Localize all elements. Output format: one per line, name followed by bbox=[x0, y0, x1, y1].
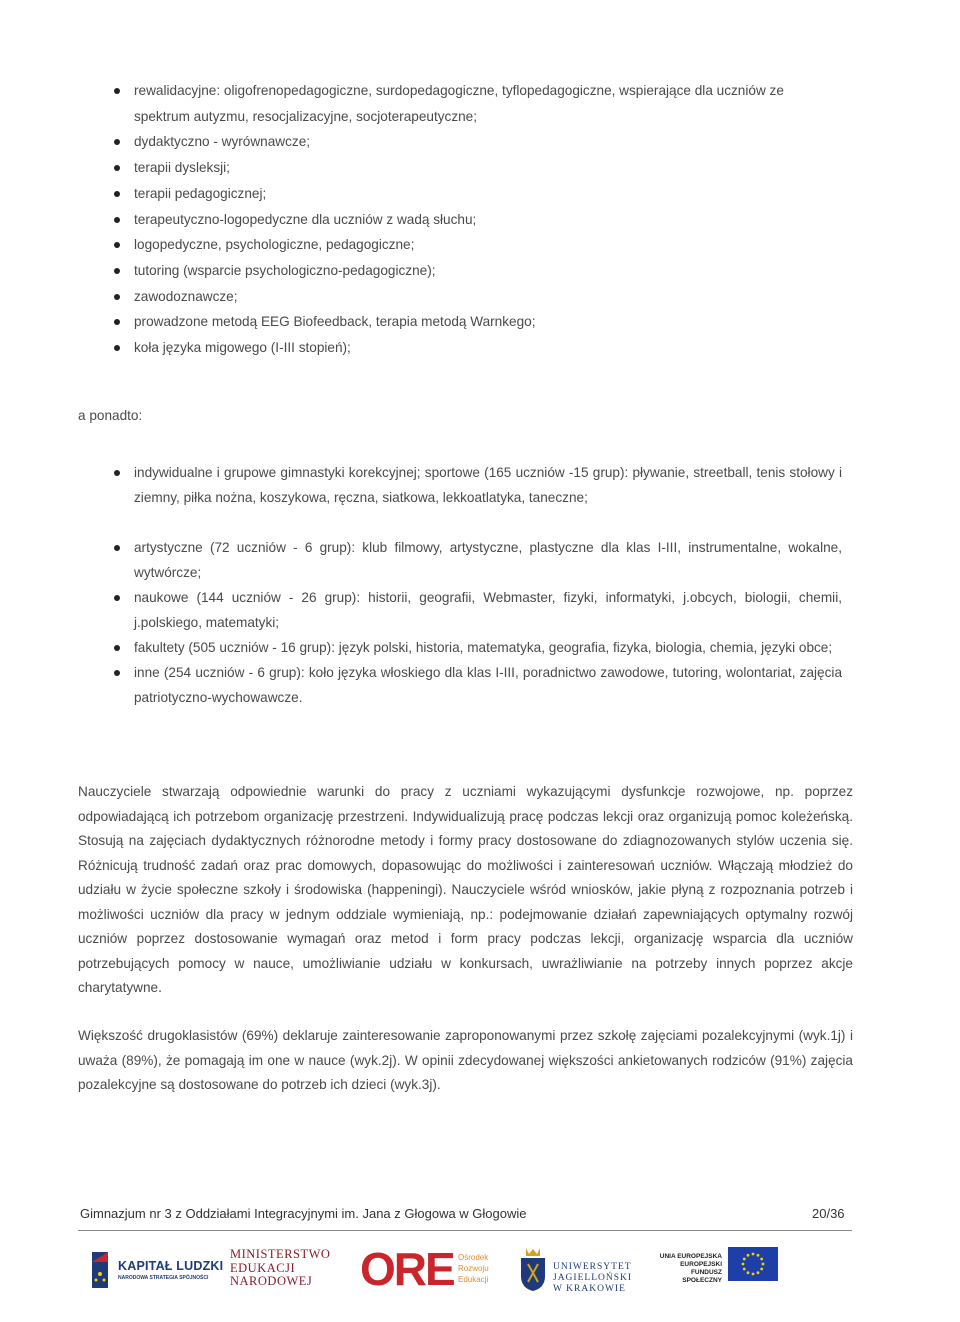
kapital-ludzki-subtitle: NARODOWA STRATEGIA SPÓJNOŚCI bbox=[118, 1275, 209, 1281]
list-item: indywidualne i grupowe gimnastyki korekcyjnej; sportowe (165 uczniów -15 grup): pływanie, streetball, tenis stołowy i ziemny, piłka nożna, koszykowa, ręczna, siatkowa, lekkoatlatyka, taneczne; bbox=[0, 460, 960, 510]
uj-line: UNIWERSYTET bbox=[553, 1262, 632, 1272]
kapital-ludzki-logo: KAPITAŁ LUDZKI bbox=[118, 1259, 224, 1273]
uj-line: W KRAKOWIE bbox=[553, 1284, 626, 1294]
ministerstwo-line: NARODOWEJ bbox=[230, 1274, 313, 1288]
ue-line: FUNDUSZ SPOŁECZNY bbox=[682, 1269, 722, 1284]
list-item: logopedyczne, psychologiczne, pedagogiczne; bbox=[0, 232, 960, 258]
footer-divider bbox=[78, 1230, 852, 1231]
list-item: naukowe (144 uczniów - 26 grup): historii, geografii, Webmaster, fizyki, informatyki, j.obcych, biologii, chemii, j.polskiego, matematyki; bbox=[0, 585, 960, 635]
list-item: terapeutyczno-logopedyczne dla uczniów z wadą słuchu; bbox=[0, 207, 960, 233]
sponsor-logos bbox=[0, 1240, 960, 1310]
ministerstwo-line: EDUKACJI bbox=[230, 1260, 296, 1275]
list-item: terapii dysleksji; bbox=[0, 155, 960, 181]
paragraph-teachers: Nauczyciele stwarzają odpowiednie warunki do pracy z uczniami wykazującymi dysfunkcje rozwojowe, np. poprzez odpowiadającą ich potrzebom organizację przestrzeni. Indywidualizują pracę podczas lekcji oraz organizują pomoc koleżeńską. Stosują na zajęciach dydaktycznych różnorodne metody i formy pracy dostosowane do zdiagnozowanych stylów uczenia się. Różnicują trudność zadań oraz prac domowych, dopasowując do możliwości i zainteresowań uczniów. Włączają młodzież do udziału w życie społeczne szkoły i środowiska (happeningi). Nauczyciele wśród wniosków, jakie płyną z rozpoznania potrzeb i możliwości uczniów dla pracy w jednym oddziale wymieniają, np.: podejmowanie działań zapewniających optymalny rozwój uczniów poprzez dostosowanie wymagań oraz metod i form pracy podczas lekcji, organizację wsparcia dla uczniów potrzebujących pomocy w nauce, umożliwianie udziału w konkursach, uwrażliwianie na potrzeby innych poprzez akcje charytatywne. bbox=[78, 784, 853, 995]
list-item: fakultety (505 uczniów - 16 grup): język polski, historia, matematyka, geografia, fizyka, biologia, chemia, języki obce; bbox=[0, 635, 960, 660]
ore-subtitle bbox=[458, 1252, 489, 1285]
list-item: koła języka migowego (I-III stopień); bbox=[0, 335, 960, 361]
list-item: zawodoznawcze; bbox=[0, 284, 960, 310]
ore-subtitle-line: Edukacji bbox=[458, 1275, 489, 1284]
ue-logo-text bbox=[650, 1253, 722, 1285]
list-item: rewalidacyjne: oligofrenopedagogiczne, surdopedagogiczne, tyflopedagogiczne, wspierające dla uczniów ze spektrum autyzmu, resocjalizacyjne, socjoterapeutyczne; bbox=[0, 78, 960, 129]
ore-subtitle-line: Ośrodek bbox=[458, 1253, 489, 1262]
list-item: dydaktyczno - wyrównawcze; bbox=[0, 129, 960, 155]
list-item: prowadzone metodą EEG Biofeedback, terapia metodą Warnkego; bbox=[0, 309, 960, 335]
eu-flag-icon bbox=[728, 1247, 778, 1281]
uj-logo bbox=[553, 1262, 632, 1295]
activity-list-primary bbox=[0, 78, 960, 361]
list-item: artystyczne (72 uczniów - 6 grup): klub filmowy, artystyczne, plastyczne dla klas I-III, instrumentalne, wokalne, wytwórcze; bbox=[0, 535, 960, 585]
uj-crest-icon bbox=[518, 1246, 548, 1292]
list-item: terapii pedagogicznej; bbox=[0, 181, 960, 207]
ue-line: UNIA EUROPEJSKA bbox=[659, 1253, 722, 1260]
list-item: tutoring (wsparcie psychologiczno-pedagogiczne); bbox=[0, 258, 960, 284]
ministerstwo-logo bbox=[230, 1248, 330, 1289]
section-intro: a ponadto: bbox=[78, 408, 143, 423]
paragraph-survey: Większość drugoklasistów (69%) deklaruje zainteresowanie zaproponowanymi przez szkołę zajęciami pozalekcyjnymi (wyk.1j) i uważa (89%), że pomagają im one w nauce (wyk.2j). W opinii zdecydowanej większości ankietowanych rodziców (91%) zajęcia pozalekcyjne są dostosowane do potrzeb ich dzieci (wyk.3j). bbox=[78, 1028, 853, 1092]
list-item: inne (254 uczniów - 6 grup): koło języka włoskiego dla klas I-III, poradnictwo zawodowe, tutoring, wolontariat, zajęcia patriotyczno-wychowawcze. bbox=[0, 660, 960, 710]
footer-school-name: Gimnazjum nr 3 z Oddziałami Integracyjnymi im. Jana z Głogowa w Głogowie bbox=[80, 1206, 527, 1221]
ue-line: EUROPEJSKI bbox=[680, 1261, 722, 1268]
ore-logo: ORE bbox=[360, 1243, 454, 1295]
uj-line: JAGIELLOŃSKI bbox=[553, 1273, 633, 1283]
activity-list-secondary bbox=[0, 460, 960, 710]
ministerstwo-line: MINISTERSTWO bbox=[230, 1247, 331, 1261]
ore-subtitle-line: Rozwoju bbox=[458, 1264, 489, 1273]
page-number: 20/36 bbox=[812, 1206, 845, 1221]
kapital-ludzki-logo-mark bbox=[90, 1248, 112, 1292]
